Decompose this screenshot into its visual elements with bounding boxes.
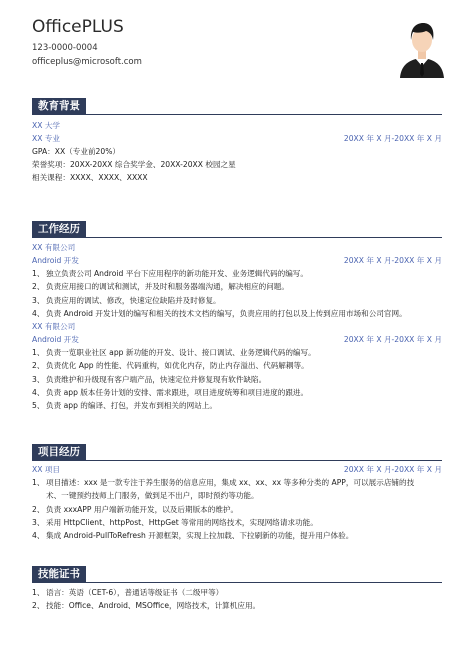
education-date: 20XX 年 X 月-20XX 年 X 月 xyxy=(343,134,442,143)
list-item: 1、 语言：英语（CET-6），普通话等级证书（二级甲等） xyxy=(32,588,224,597)
list-item: 5、 负责 app 的编译、打包，并发布到相关的网站上。 xyxy=(32,401,217,411)
work-title: 工作经历 xyxy=(32,221,86,238)
job-role-row xyxy=(32,254,442,267)
list-item: 1、 项目描述：xxx 是一款专注于养生服务的信息应用，集成 xx、xx、xx 等多种分类的 APP，可以展示店铺的技 术、一键预约技师上门服务，做到足不出户，即时预约等功能。 xyxy=(32,478,415,501)
section-divider xyxy=(32,237,442,238)
skills-section xyxy=(32,566,442,613)
list-item: 4、 负责 Android 开发计划的编写和相关的技术文档的编写，负责应用的打包以及上传到应用市场和公司官网。 xyxy=(32,308,407,318)
list-item: 2、 负责优化 App 的性能、代码重构，如优化内存，防止内存溢出、代码解耦等。 xyxy=(32,361,309,371)
list-item: 1、 负责一览职业社区 app 新功能的开发、设计、接口调试、业务逻辑代码的编写。 xyxy=(32,348,316,358)
list-item: 2、 负责 xxxAPP 用户端新功能开发，以及后期版本的维护。 xyxy=(32,504,239,514)
education-section xyxy=(32,98,442,184)
phone-number: 123-0000-0004 xyxy=(32,43,98,53)
section-divider xyxy=(32,460,442,461)
company-name: XX 有限公司 xyxy=(32,322,76,332)
work-header xyxy=(32,221,442,238)
company-name: XX 有限公司 xyxy=(32,243,76,252)
list-item: 2、 负责应用接口的调试和测试，并及时和服务器端沟通，解决相应的问题。 xyxy=(32,282,289,292)
list-item: 3、 采用 HttpClient、httpPost、HttpGet 等常用的网络技术，实现网络请求功能。 xyxy=(32,517,318,527)
avatar-photo xyxy=(398,16,446,78)
list-item: 2、 技能：Office、Android、MSOffice，网络技术，计算机应用。 xyxy=(32,601,261,611)
work-section xyxy=(32,221,442,413)
major-name: XX 专业 xyxy=(32,134,61,143)
education-header xyxy=(32,98,442,115)
major-row xyxy=(32,132,442,145)
project-name-row xyxy=(32,463,442,476)
project-name: XX 项目 xyxy=(32,465,61,474)
list-item: 4、 集成 Android-PullToRefresh 开源框架，实现上拉加载、下拉刷新的功能，提升用户体验。 xyxy=(32,531,354,541)
email-address: officeplus@microsoft.com xyxy=(32,57,142,67)
list-item: 1、 独立负责公司 Android 平台下应用程序的新功能开发、业务逻辑代码的编写。 xyxy=(32,269,308,278)
honors-line: 荣誉奖项：20XX-20XX 综合奖学金、20XX-20XX 校园之星 xyxy=(32,160,236,169)
projects-header xyxy=(32,444,442,461)
skills-title: 技能证书 xyxy=(32,566,86,583)
project-date: 20XX 年 X 月-20XX 年 X 月 xyxy=(343,465,442,474)
education-title: 教育背景 xyxy=(32,98,86,115)
job-date: 20XX 年 X 月-20XX 年 X 月 xyxy=(343,335,442,345)
section-divider xyxy=(32,582,442,583)
job-role-row xyxy=(32,333,442,346)
courses-line: 相关课程：XXXX、XXXX、XXXX xyxy=(32,173,148,182)
list-item: 4、 负责 app 版本任务计划的安排、需求跟进，项目进度统筹和项目进度的跟进。 xyxy=(32,388,309,398)
gpa-line: GPA：XX（专业前20%） xyxy=(32,147,121,156)
school-name: XX 大学 xyxy=(32,121,61,130)
skills-header xyxy=(32,566,442,583)
list-item: 3、 负责维护和升级现有客户端产品，快速定位并修复现有软件缺陷。 xyxy=(32,374,267,384)
projects-section xyxy=(32,444,442,542)
job-role: Android 开发 xyxy=(32,335,79,345)
job-role: Android 开发 xyxy=(32,256,79,265)
resume-name: OfficePLUS xyxy=(32,17,124,37)
list-item: 3、 负责应用的调试、修改，快速定位缺陷并及时修复。 xyxy=(32,295,221,305)
section-divider xyxy=(32,114,442,115)
job-date: 20XX 年 X 月-20XX 年 X 月 xyxy=(343,256,442,265)
projects-title: 项目经历 xyxy=(32,444,86,461)
